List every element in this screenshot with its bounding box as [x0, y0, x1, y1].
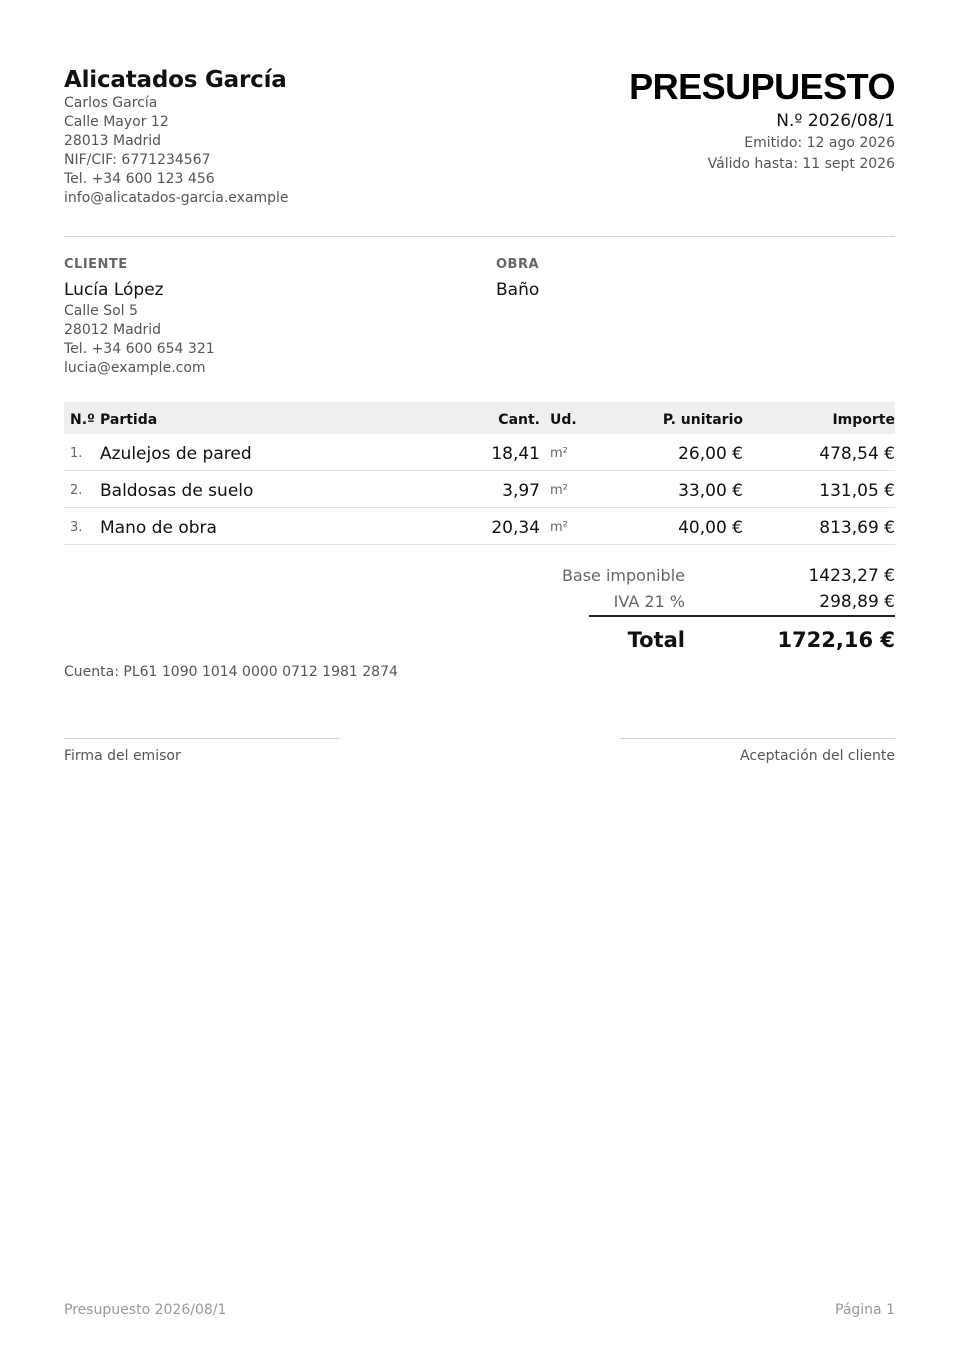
row-number: 2.: [70, 483, 83, 498]
row-unit: m²: [550, 520, 568, 535]
row-unit-price: 33,00 €: [678, 481, 743, 501]
issuer-email: info@alicatados-garcia.example: [64, 190, 289, 206]
client-phone: Tel. +34 600 654 321: [64, 341, 215, 357]
document-title: PRESUPUESTO: [629, 66, 895, 107]
issuer-block: [64, 66, 484, 208]
row-unit: m²: [550, 446, 568, 461]
client-signature-label: Aceptación del cliente: [740, 748, 895, 764]
footer-page-number: Página 1: [835, 1302, 895, 1318]
job-name: Baño: [496, 280, 540, 300]
header-unit-price: P. unitario: [662, 412, 743, 428]
document-header: [495, 66, 895, 175]
row-unit: m²: [550, 483, 568, 498]
header-divider: [64, 236, 895, 237]
row-number: 1.: [70, 446, 83, 461]
issuer-phone: Tel. +34 600 123 456: [64, 171, 215, 187]
client-name: Lucía López: [64, 280, 164, 300]
row-amount: 813,69 €: [819, 518, 895, 538]
total-label: Total: [627, 628, 685, 652]
row-amount: 478,54 €: [819, 444, 895, 464]
bank-account: Cuenta: PL61 1090 1014 0000 0712 1981 2874: [64, 664, 398, 680]
row-unit-price: 40,00 €: [678, 518, 743, 538]
tax-value: 298,89 €: [819, 592, 895, 612]
header-amount: Importe: [832, 412, 895, 428]
row-quantity: 3,97: [502, 481, 540, 501]
footer-document-ref: Presupuesto 2026/08/1: [64, 1302, 227, 1318]
client-address-line1: Calle Sol 5: [64, 303, 138, 319]
table-row: [64, 434, 895, 471]
row-quantity: 20,34: [491, 518, 540, 538]
client-signature-block: [620, 738, 895, 766]
subtotal-value: 1423,27 €: [808, 566, 895, 586]
client-email: lucia@example.com: [64, 360, 206, 376]
header-description: Partida: [100, 412, 158, 428]
items-table-header: [64, 402, 895, 434]
header-quantity: Cant.: [498, 412, 540, 428]
row-unit-price: 26,00 €: [678, 444, 743, 464]
quote-page: [64, 0, 895, 1360]
items-table: [64, 402, 895, 545]
client-block: [64, 256, 464, 378]
issuer-contact-name: Carlos García: [64, 95, 158, 111]
subtotal-label: Base imponible: [561, 566, 685, 585]
issue-date: Emitido: 12 ago 2026: [744, 135, 895, 151]
row-number: 3.: [70, 520, 83, 535]
table-row: [64, 508, 895, 545]
client-address-line2: 28012 Madrid: [64, 322, 162, 338]
issuer-address-line2: 28013 Madrid: [64, 133, 162, 149]
row-amount: 131,05 €: [819, 481, 895, 501]
issuer-name: Alicatados García: [64, 67, 287, 93]
document-number: N.º 2026/08/1: [776, 111, 895, 131]
total-row: [589, 625, 895, 665]
job-block: [496, 256, 876, 302]
issuer-signature-label: Firma del emisor: [64, 748, 181, 764]
row-description: Baldosas de suelo: [100, 481, 254, 501]
issuer-signature-block: [64, 738, 339, 766]
client-label: CLIENTE: [64, 257, 128, 272]
row-description: Mano de obra: [100, 518, 217, 538]
issuer-tax-id: NIF/CIF: 6771234567: [64, 152, 211, 168]
issuer-signature-line: [64, 738, 339, 739]
client-signature-line: [620, 738, 895, 739]
subtotal-row: [561, 564, 895, 590]
tax-label: IVA 21 %: [613, 592, 685, 611]
totals-block: [561, 564, 895, 665]
job-label: OBRA: [496, 257, 540, 272]
total-value: 1722,16 €: [777, 628, 895, 652]
tax-row: [589, 590, 895, 616]
row-description: Azulejos de pared: [100, 444, 252, 464]
row-quantity: 18,41: [491, 444, 540, 464]
header-number: N.º: [70, 412, 95, 428]
table-row: [64, 471, 895, 508]
issuer-address-line1: Calle Mayor 12: [64, 114, 169, 130]
header-unit: Ud.: [550, 412, 577, 428]
valid-until-date: Válido hasta: 11 sept 2026: [707, 156, 895, 172]
